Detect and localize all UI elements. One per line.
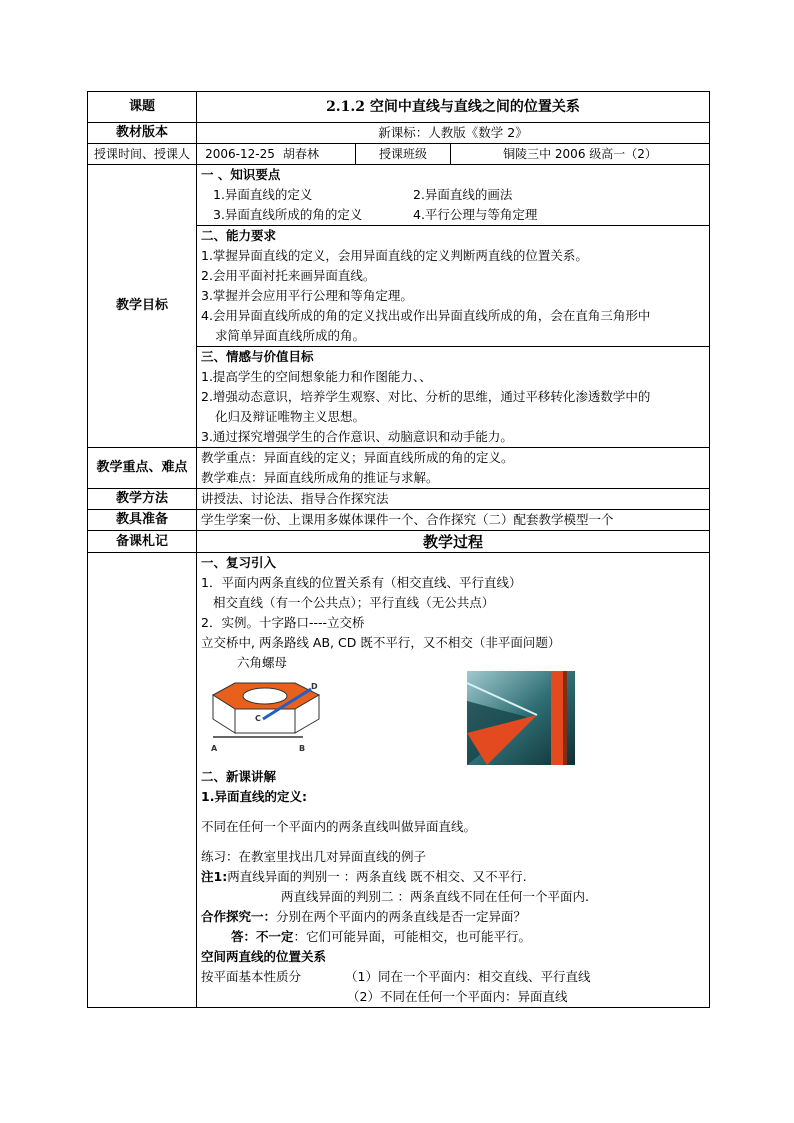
process-line: 相交直线（有一个公共点）；平行直线（无公共点）: [213, 595, 495, 610]
ability-line: 1.掌握异面直线的定义，会用异面直线的定义判断两直线的位置关系。: [201, 248, 588, 263]
keypoints-cell: [197, 448, 710, 489]
figure-row: [197, 677, 709, 767]
classify-2: （2）不同在任何一个平面内：异面直线: [347, 989, 568, 1004]
emotion-line: 化归及辩证唯物主义思想。: [215, 409, 366, 424]
tools-text: 学生学案一份、上课用多媒体课件一个、合作探究（二）配套教学模型一个: [197, 510, 710, 531]
lesson-plan: [87, 91, 710, 1008]
ability-line: 求简单异面直线所成的角。: [215, 328, 366, 343]
label-d: D: [311, 682, 318, 691]
ability-line: 4.会用异面直线所成的角的定义找出或作出异面直线所成的角，会在直角三角形中: [201, 308, 651, 323]
emotion-cell: [197, 347, 710, 448]
process-line: 1．平面内两条直线的位置关系有（相交直线、平行直线）: [201, 575, 522, 590]
knowledge-item: 1.异面直线的定义: [213, 187, 313, 202]
definition-heading: 1.异面直线的定义:: [201, 789, 307, 804]
station-photo: [467, 671, 575, 765]
tools-label: 教具准备: [88, 510, 197, 531]
notes-cell: [88, 553, 197, 1008]
ability-line: 2.会用平面衬托来画异面直线。: [201, 268, 376, 283]
process-line: 立交桥中, 两条路线 AB, CD 既不平行，又不相交（非平面问题）: [201, 635, 561, 650]
practice-text: 练习：在教室里找出几对异面直线的例子: [201, 849, 427, 864]
focus-text: 教学重点：异面直线的定义；异面直线所成的角的定义。: [201, 450, 514, 465]
emotion-line: 2.增强动态意识，培养学生观察、对比、分析的思维，通过平移转化渗透数学中的: [201, 389, 651, 404]
knowledge-heading: 一 、知识要点: [201, 167, 281, 182]
classify-1: （1）同在一个平面内：相交直线、平行直线: [345, 969, 591, 984]
ability-cell: [197, 226, 710, 347]
process-line: 六角螺母: [237, 655, 288, 670]
textbook-value: 新课标：人教版《数学 2》: [197, 123, 710, 144]
knowledge-item: 3.异面直线所成的角的定义: [213, 207, 363, 222]
lesson-table: [87, 91, 710, 1008]
note1-text: 两直线异面的判别一 ：两条直线 既不相交、又不平行.: [227, 869, 527, 884]
keypoints-label: 教学重点、难点: [88, 448, 197, 489]
coop-question: 分别在两个平面内的两条直线是否一定异面？: [276, 909, 527, 924]
note1-label: 注1:: [201, 869, 228, 884]
methods-text: 讲授法、讨论法、指导合作探究法: [197, 489, 710, 510]
process-title: 教学过程: [197, 531, 710, 553]
topic-label: 课题: [88, 92, 197, 123]
time-teacher-label: 授课时间、授课人: [88, 144, 197, 165]
knowledge-item: 2.异面直线的画法: [413, 187, 513, 202]
position-heading: 空间两直线的位置关系: [201, 949, 327, 964]
info-cell: [197, 144, 710, 165]
ability-line: 3.掌握并会应用平行公理和等角定理。: [201, 288, 413, 303]
textbook-label: 教材版本: [88, 123, 197, 144]
process-line: 2．实例。十字路口----立交桥: [201, 615, 365, 630]
knowledge-item: 4.平行公理与等角定理: [413, 207, 538, 222]
teacher: 胡春林: [283, 147, 320, 161]
label-c: C: [255, 714, 261, 723]
class-value: 铜陵三中 2006 级高一（2）: [503, 147, 657, 161]
note2-text: 两直线异面的判别二 ：两条直线不同在任何一个平面内.: [281, 889, 589, 904]
date: 2006-12-25: [205, 147, 275, 161]
class-label: 授课班级: [378, 147, 427, 161]
objectives-label: 教学目标: [88, 165, 197, 448]
notes-label: 备课札记: [88, 531, 197, 553]
review-heading: 一、复习引入: [201, 555, 277, 570]
hex-nut-diagram: [207, 679, 337, 759]
ability-heading: 二、能力要求: [201, 228, 277, 243]
knowledge-cell: [197, 165, 710, 226]
answer-text: ：它们可能异面，可能相交，也可能平行。: [293, 929, 532, 944]
emotion-heading: 三、情感与价值目标: [201, 349, 314, 364]
emotion-line: 1.提高学生的空间想象能力和作图能力、、: [201, 369, 432, 384]
label-a: A: [211, 744, 218, 753]
coop-label: 合作探究一：: [201, 909, 277, 924]
definition-text: 不同在任何一个平面内的两条直线叫做异面直线。: [201, 819, 477, 834]
emotion-line: 3.通过探究增强学生的合作意识、动脑意识和动手能力。: [201, 429, 513, 444]
label-b: B: [299, 744, 306, 753]
new-heading: 二、新课讲解: [201, 769, 277, 784]
methods-label: 教学方法: [88, 489, 197, 510]
difficulty-text: 教学难点：异面直线所成角的推证与求解。: [201, 470, 439, 485]
topic-title: 2.1.2 空间中直线与直线之间的位置关系: [197, 92, 710, 123]
classify-label: 按平面基本性质分: [201, 969, 302, 984]
answer-label: 答：不一定: [231, 929, 294, 944]
process-cell: [197, 553, 710, 1008]
